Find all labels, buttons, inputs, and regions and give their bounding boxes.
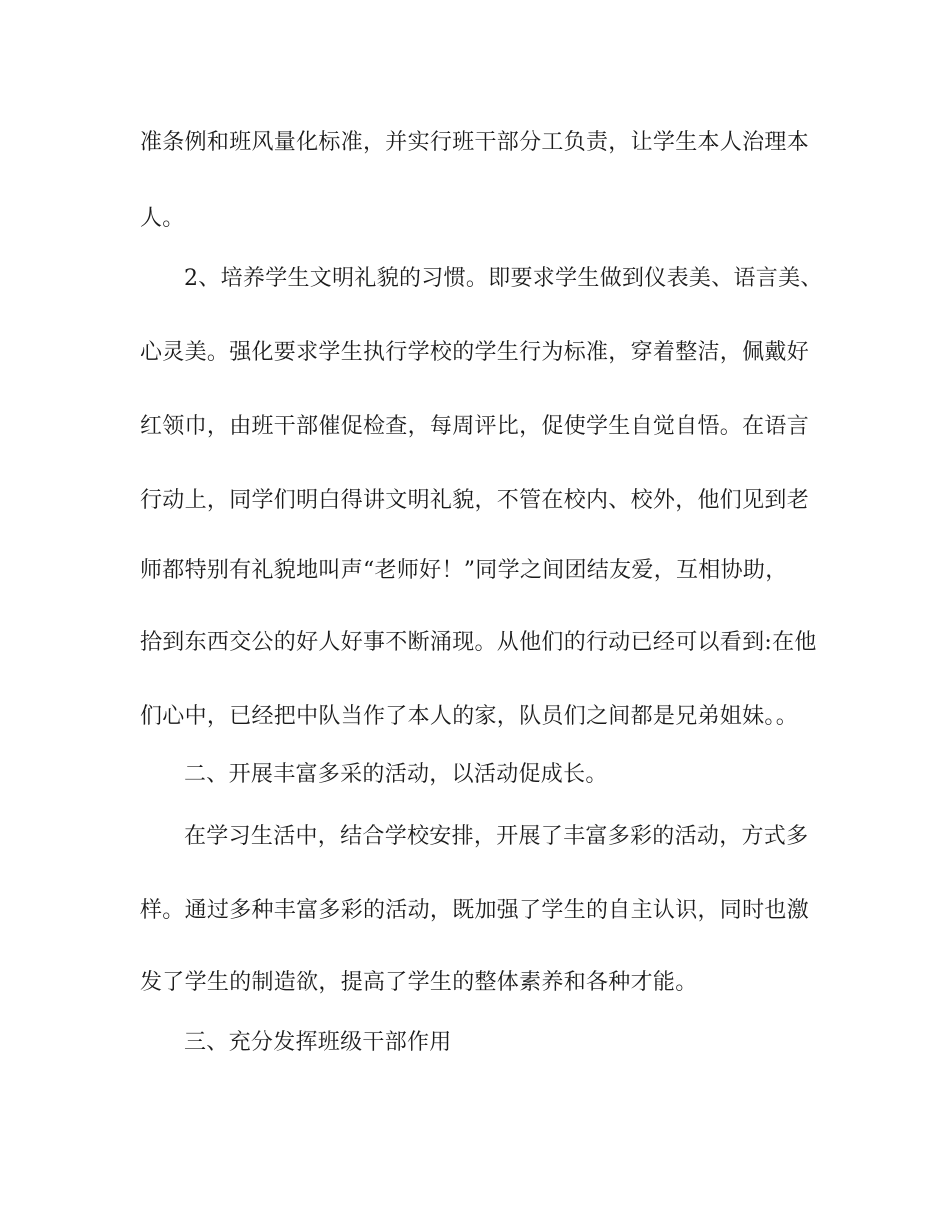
- section-heading: 三、充分发挥班级干部作用: [184, 1030, 452, 1055]
- paragraph-line: 们心中，已经把中队当作了本人的家，队员们之间都是兄弟姐妹。。: [140, 704, 799, 729]
- paragraph-line: 心灵美。强化要求学生执行学校的学生行为标准，穿着整洁，佩戴好: [140, 340, 810, 365]
- paragraph-line: 红领巾，由班干部催促检查，每周评比，促使学生自觉自悟。在语言: [140, 414, 810, 439]
- paragraph-line: 2、培养学生文明礼貌的习惯。即要求学生做到仪表美、语言美、: [184, 266, 823, 291]
- paragraph-line: 发了学生的制造欲，提高了学生的整体素养和各种才能。: [140, 970, 698, 995]
- paragraph-line: 准条例和班风量化标准，并实行班干部分工负责，让学生本人治理本: [140, 130, 810, 155]
- paragraph-line: 行动上，同学们明白得讲文明礼貌，不管在校内、校外，他们见到老: [140, 488, 810, 513]
- paragraph-line: 在学习生活中，结合学校安排，开展了丰富多彩的活动，方式多: [184, 824, 809, 849]
- section-heading: 二、开展丰富多采的活动，以活动促成长。: [184, 762, 608, 787]
- paragraph-line: 拾到东西交公的好人好事不断涌现。从他们的行动已经可以看到:在他: [140, 630, 817, 655]
- paragraph-line: 样。通过多种丰富多彩的活动，既加强了学生的自主认识，同时也激: [140, 898, 810, 923]
- paragraph-line: 人。: [140, 206, 185, 231]
- paragraph-line: 师都特别有礼貌地叫声“老师好！”同学之间团结友爱，互相协助，: [140, 558, 788, 583]
